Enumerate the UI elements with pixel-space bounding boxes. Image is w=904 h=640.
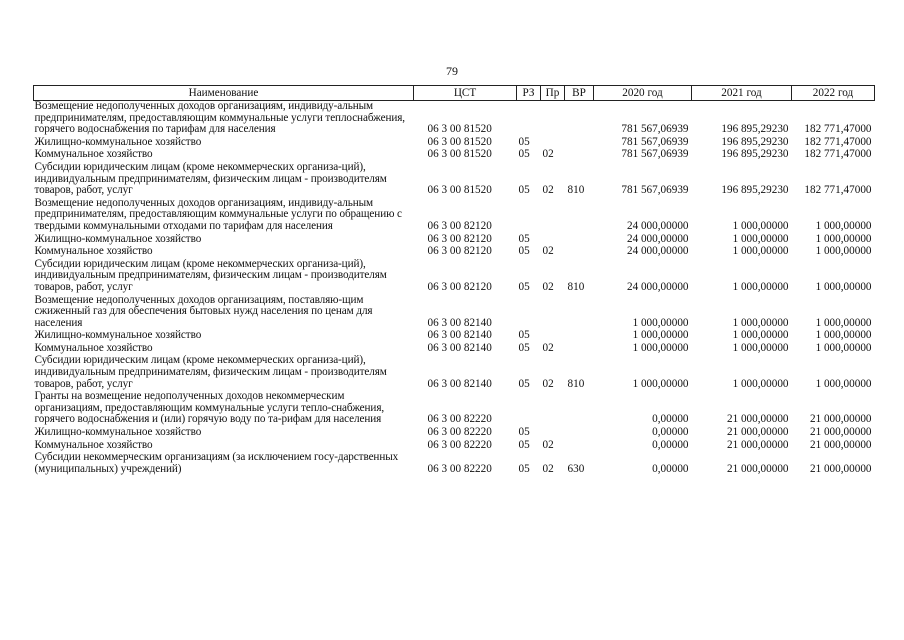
- cell-vr: [565, 391, 594, 427]
- cell-cst: 06 3 00 81520: [427, 148, 492, 161]
- table-row: [34, 162, 875, 198]
- cell-vr: 810: [567, 280, 585, 293]
- cell-2020: 781 567,06939: [621, 148, 689, 161]
- cell-rz: 05: [518, 245, 530, 258]
- cell-vr: [565, 330, 594, 343]
- cell-2022: 182 771,47000: [804, 135, 872, 148]
- cell-vr: [565, 246, 594, 259]
- cell-2020: 1 000,00000: [632, 316, 689, 329]
- cell-2020: 781 567,06939: [621, 135, 689, 148]
- cell-2022: 21 000,00000: [809, 438, 872, 451]
- cell-pr: [541, 198, 565, 234]
- cell-cst: 06 3 00 82120: [427, 232, 492, 245]
- cell-2021: 196 895,29230: [721, 184, 789, 197]
- table-row: [34, 427, 875, 440]
- cell-2020: 24 000,00000: [626, 232, 689, 245]
- cell-pr: 02: [542, 148, 554, 161]
- cell-2021: 1 000,00000: [732, 219, 789, 232]
- page-number: 79: [446, 64, 458, 78]
- cell-2022: 1 000,00000: [815, 316, 872, 329]
- cell-vr: [565, 295, 594, 331]
- header-2021: 2021 год: [692, 86, 792, 101]
- cell-pr: [541, 295, 565, 331]
- cell-rz: 05: [518, 148, 530, 161]
- cell-name: Коммунальное хозяйство: [34, 341, 153, 354]
- table-row: [34, 355, 875, 391]
- budget-table: [33, 85, 875, 476]
- header-rz: РЗ: [517, 86, 541, 101]
- cell-vr: [565, 343, 594, 356]
- table-row: [34, 246, 875, 259]
- cell-rz: 05: [518, 135, 530, 148]
- cell-cst: 06 3 00 81520: [427, 135, 492, 148]
- cell-rz: 05: [518, 184, 530, 197]
- table-body: [34, 101, 875, 477]
- cell-name: Коммунальное хозяйство: [34, 245, 153, 258]
- cell-name: Жилищно-коммунальное хозяйство: [34, 329, 202, 342]
- cell-2021: 21 000,00000: [726, 438, 789, 451]
- cell-2020: 24 000,00000: [626, 245, 689, 258]
- cell-2022: 21 000,00000: [809, 413, 872, 426]
- cell-2022: 182 771,47000: [804, 184, 872, 197]
- cell-cst: 06 3 00 82140: [427, 329, 492, 342]
- cell-name: Возмещение недополученных доходов организациям, индивиду-альным предпринимателям, предоставляющим коммунальные услуги по обращению с твердыми коммунальными отходами по тарифам для населения: [34, 196, 402, 232]
- cell-name: Жилищно-коммунальное хозяйство: [34, 135, 202, 148]
- cell-rz: 05: [518, 462, 530, 475]
- table-row: [34, 391, 875, 427]
- cell-cst: 06 3 00 82220: [427, 438, 492, 451]
- cell-cst: 06 3 00 82120: [427, 219, 492, 232]
- cell-pr: 02: [542, 377, 554, 390]
- cell-2021: 1 000,00000: [732, 341, 789, 354]
- table-row: [34, 330, 875, 343]
- cell-2021: 1 000,00000: [732, 280, 789, 293]
- cell-rz: 05: [518, 341, 530, 354]
- cell-2021: 196 895,29230: [721, 123, 789, 136]
- cell-rz: 05: [518, 280, 530, 293]
- cell-2020: 0,00000: [652, 438, 689, 451]
- cell-2022: 21 000,00000: [809, 462, 872, 475]
- cell-2021: 21 000,00000: [726, 426, 789, 439]
- cell-vr: [565, 234, 594, 247]
- header-2022: 2022 год: [792, 86, 875, 101]
- table-row: [34, 101, 875, 137]
- cell-2020: 24 000,00000: [626, 280, 689, 293]
- cell-2020: 1 000,00000: [632, 341, 689, 354]
- header-cst: ЦСТ: [414, 86, 517, 101]
- header-vr: ВР: [565, 86, 594, 101]
- cell-pr: [541, 427, 565, 440]
- cell-2022: 1 000,00000: [815, 341, 872, 354]
- cell-name: Коммунальное хозяйство: [34, 438, 153, 451]
- cell-2020: 0,00000: [652, 462, 689, 475]
- cell-name: Жилищно-коммунальное хозяйство: [34, 232, 202, 245]
- cell-2021: 21 000,00000: [726, 413, 789, 426]
- header-pr: Пр: [541, 86, 565, 101]
- cell-rz: [517, 101, 541, 137]
- cell-rz: [517, 391, 541, 427]
- cell-pr: 02: [542, 438, 554, 451]
- cell-rz: 05: [518, 426, 530, 439]
- cell-2021: 1 000,00000: [732, 329, 789, 342]
- table-row: [34, 259, 875, 295]
- cell-2021: 196 895,29230: [721, 135, 789, 148]
- header-2020: 2020 год: [594, 86, 692, 101]
- cell-rz: 05: [518, 329, 530, 342]
- table-row: [34, 198, 875, 234]
- cell-pr: [541, 391, 565, 427]
- cell-cst: 06 3 00 82220: [427, 413, 492, 426]
- cell-pr: 02: [542, 280, 554, 293]
- cell-cst: 06 3 00 81520: [427, 123, 492, 136]
- cell-2020: 1 000,00000: [632, 377, 689, 390]
- cell-vr: [565, 101, 594, 137]
- cell-2021: 196 895,29230: [721, 148, 789, 161]
- cell-cst: 06 3 00 82140: [427, 377, 492, 390]
- cell-name: Субсидии юридическим лицам (кроме некоммерческих организа-ций), индивидуальным предпринимателям, физическим лицам - производителям товаров, работ, услуг: [34, 160, 387, 197]
- cell-pr: 02: [542, 462, 554, 475]
- cell-rz: 05: [518, 232, 530, 245]
- cell-name: Субсидии юридическим лицам (кроме некоммерческих организа-ций), индивидуальным предпринимателям, физическим лицам - производителям товаров, работ, услуг: [34, 257, 387, 293]
- cell-pr: 02: [542, 245, 554, 258]
- cell-name: Возмещение недополученных доходов организациям, поставляю-щим сжиженный газ для обеспечения бытовых нужд населения по ценам для населения: [34, 293, 373, 329]
- cell-cst: 06 3 00 82220: [427, 462, 492, 475]
- cell-2022: 1 000,00000: [815, 232, 872, 245]
- cell-cst: 06 3 00 82140: [427, 341, 492, 354]
- cell-rz: 05: [518, 377, 530, 390]
- cell-2020: 781 567,06939: [621, 123, 689, 136]
- cell-2022: 182 771,47000: [804, 148, 872, 161]
- cell-name: Возмещение недополученных доходов организациям, индивиду-альным предпринимателям, предоставляющим коммунальные услуги теплоснабжения, горячего водоснабжения по тарифам для населения: [34, 100, 405, 136]
- cell-2020: 781 567,06939: [621, 184, 689, 197]
- cell-vr: 810: [567, 184, 585, 197]
- cell-2022: 1 000,00000: [815, 245, 872, 258]
- cell-2020: 24 000,00000: [626, 219, 689, 232]
- cell-vr: 630: [567, 462, 585, 475]
- cell-2021: 1 000,00000: [732, 377, 789, 390]
- cell-2022: 1 000,00000: [815, 329, 872, 342]
- header-name: Наименование: [34, 86, 414, 101]
- cell-2020: 0,00000: [652, 426, 689, 439]
- cell-rz: [517, 295, 541, 331]
- table-header-row: [34, 86, 875, 101]
- cell-cst: 06 3 00 82120: [427, 280, 492, 293]
- cell-name: Коммунальное хозяйство: [34, 148, 153, 161]
- cell-2022: 21 000,00000: [809, 426, 872, 439]
- cell-vr: [565, 427, 594, 440]
- cell-vr: [565, 440, 594, 453]
- cell-vr: [565, 198, 594, 234]
- cell-cst: 06 3 00 81520: [427, 184, 492, 197]
- cell-name: Субсидии некоммерческим организациям (за исключением госу-дарственных (муниципальных) учреждений): [34, 451, 399, 475]
- cell-2020: 1 000,00000: [632, 329, 689, 342]
- cell-vr: [565, 137, 594, 150]
- cell-vr: 810: [567, 377, 585, 390]
- cell-2022: 1 000,00000: [815, 377, 872, 390]
- cell-pr: 02: [542, 184, 554, 197]
- cell-rz: [517, 198, 541, 234]
- cell-cst: 06 3 00 82120: [427, 245, 492, 258]
- cell-pr: 02: [542, 341, 554, 354]
- cell-pr: [541, 330, 565, 343]
- cell-2020: 0,00000: [652, 413, 689, 426]
- cell-pr: [541, 101, 565, 137]
- cell-2021: 1 000,00000: [732, 245, 789, 258]
- cell-name: Субсидии юридическим лицам (кроме некоммерческих организа-ций), индивидуальным предпринимателям, физическим лицам - производителям товаров, работ, услуг: [34, 354, 387, 390]
- cell-2022: 182 771,47000: [804, 123, 872, 136]
- cell-rz: 05: [518, 438, 530, 451]
- cell-vr: [565, 149, 594, 162]
- cell-2021: 1 000,00000: [732, 316, 789, 329]
- cell-2021: 21 000,00000: [726, 462, 789, 475]
- cell-2021: 1 000,00000: [732, 232, 789, 245]
- table-row: [34, 452, 875, 476]
- cell-cst: 06 3 00 82220: [427, 426, 492, 439]
- cell-cst: 06 3 00 82140: [427, 316, 492, 329]
- cell-name: Гранты на возмещение недополученных доходов некоммерческим организациям, предоставляющим коммунальные услуги тепло-снабжения, горячего водоснабжения и (или) горячую воду по та-рифам для населения: [34, 390, 385, 426]
- table-row: [34, 295, 875, 331]
- cell-name: Жилищно-коммунальное хозяйство: [34, 426, 202, 439]
- cell-2022: 1 000,00000: [815, 280, 872, 293]
- cell-2022: 1 000,00000: [815, 219, 872, 232]
